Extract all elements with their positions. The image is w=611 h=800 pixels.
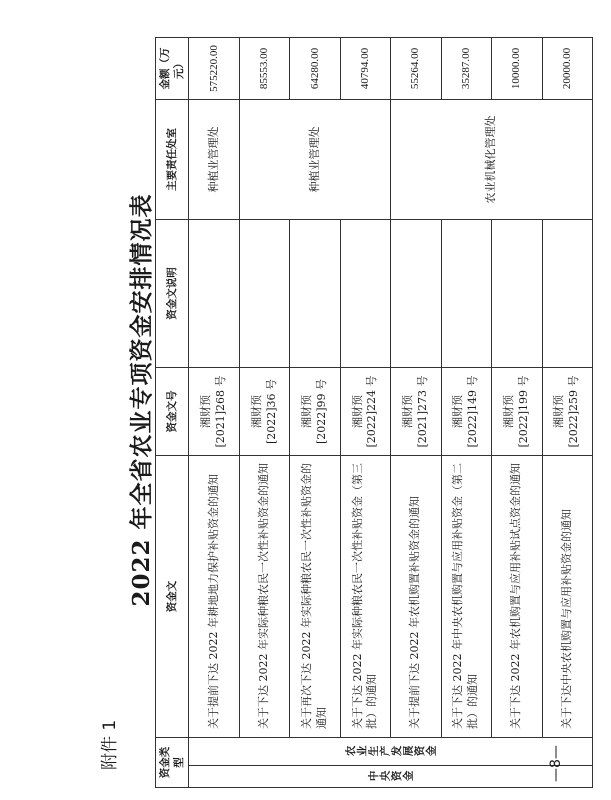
- note-cell: [441, 220, 491, 368]
- attachment-label: 附件 1: [100, 719, 120, 770]
- page-title: 2022 年全省农业专项资金安排情况表: [128, 193, 155, 607]
- amount-cell: 40794.00: [340, 38, 390, 100]
- note-cell: [189, 220, 239, 368]
- amount-cell: 55264.00: [391, 38, 441, 100]
- doc-cell: 关于再次下达 2022 年实际种粮农民一次性补贴资金的通知: [290, 456, 340, 738]
- note-cell: [492, 220, 542, 368]
- num-cell: 湘财预[2022]259 号: [542, 368, 592, 456]
- header-num: 资金文号: [156, 368, 189, 456]
- type-level1-cell: 中央资金: [189, 766, 593, 788]
- page-number: —8—: [548, 745, 564, 782]
- dept-cell: 农业机械化管理处: [391, 100, 593, 220]
- amount-cell: 10000.00: [492, 38, 542, 100]
- header-note: 资金文说明: [156, 220, 189, 368]
- note-cell: [290, 220, 340, 368]
- num-cell: 湘财预[2022]149 号: [441, 368, 491, 456]
- header-doc: 资金文: [156, 456, 189, 738]
- num-cell: 湘财预[2022]99 号: [290, 368, 340, 456]
- num-cell: 湘财预[2022]224 号: [340, 368, 390, 456]
- header-type: 资金类型: [156, 738, 189, 788]
- num-cell: 湘财预[2022]36 号: [239, 368, 289, 456]
- note-cell: [340, 220, 390, 368]
- amount-cell: 35287.00: [441, 38, 491, 100]
- table-header-row: [156, 38, 189, 788]
- amount-cell: 64280.00: [290, 38, 340, 100]
- dept-cell: 种植业管理处: [239, 100, 390, 220]
- doc-cell: 关于提前下达 2022 年农机购置补贴资金的通知: [391, 456, 441, 738]
- header-amount: 金额（万元）: [156, 38, 189, 100]
- funding-table: [155, 37, 593, 788]
- num-cell: 湘财预[2021]273 号: [391, 368, 441, 456]
- doc-cell: 关于下达 2022 年实际种粮农民一次性补贴资金的通知: [239, 456, 289, 738]
- note-cell: [391, 220, 441, 368]
- note-cell: [542, 220, 592, 368]
- dept-cell: 种植业管理处: [189, 100, 239, 220]
- doc-cell: 关于下达中央农机购置与应用补贴资金的通知: [542, 456, 592, 738]
- amount-cell: 575220.00: [189, 38, 239, 100]
- doc-cell: 关于下达 2022 年实际种粮农民一次性补贴资金（第三批）的通知: [340, 456, 390, 738]
- table-row: [189, 38, 239, 788]
- amount-cell: 85553.00: [239, 38, 289, 100]
- amount-cell: 20000.00: [542, 38, 592, 100]
- num-cell: 湘财预[2022]199 号: [492, 368, 542, 456]
- doc-cell: 关于下达 2022 年中央农机购置与应用补贴资金（第二批）的通知: [441, 456, 491, 738]
- doc-cell: 关于提前下达 2022 年耕地地力保护补贴资金的通知: [189, 456, 239, 738]
- table-row: [391, 38, 441, 788]
- num-cell: 湘财预[2021]268 号: [189, 368, 239, 456]
- type-level2-cell: 农业生产发展资金: [189, 738, 593, 766]
- header-dept: 主要责任处室: [156, 100, 189, 220]
- table-row: [239, 38, 289, 788]
- note-cell: [239, 220, 289, 368]
- doc-cell: 关于下达 2022 年农机购置与应用补贴试点资金的通知: [492, 456, 542, 738]
